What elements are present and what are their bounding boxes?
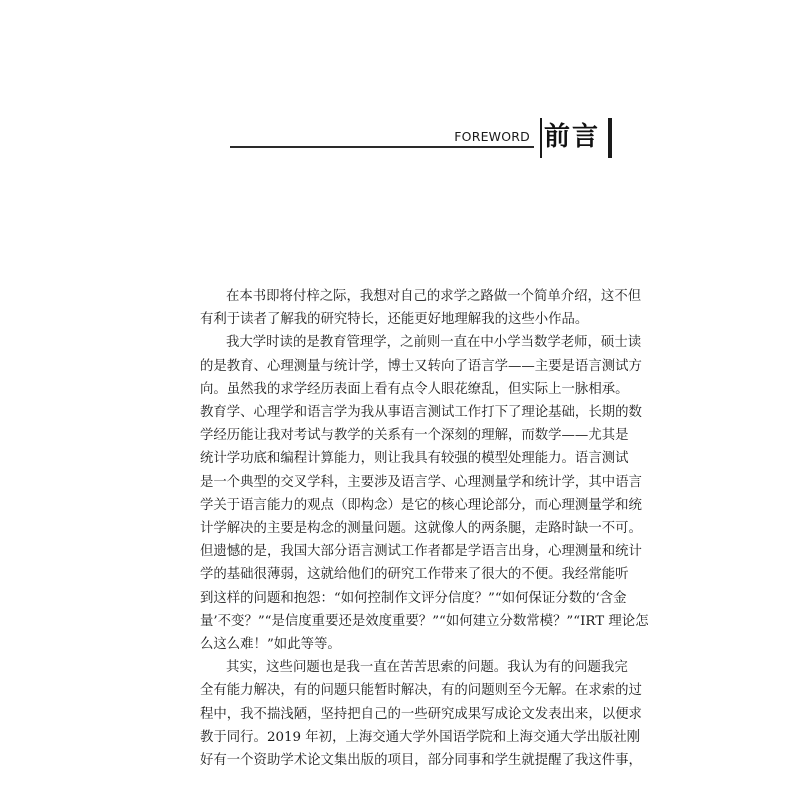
preface-body bbox=[200, 285, 649, 772]
text-line: 计学解决的主要是构念的测量问题。这就像人的两条腿，走路时缺一不可。 bbox=[200, 521, 642, 537]
text-line: 统计学功底和编程计算能力，则让我具有较强的模型处理能力。语言测试 bbox=[200, 451, 629, 467]
text-line: 其实，这些问题也是我一直在苦苦思索的问题。我认为有的问题我完 bbox=[226, 660, 628, 676]
text-line: 学关于语言能力的观点（即构念）是它的核心理论部分，而心理测量学和统 bbox=[200, 497, 642, 513]
text-line: 但遗憾的是，我国大部分语言测试工作者都是学语言出身，心理测量和统计 bbox=[200, 544, 642, 560]
text-line: 学经历能让我对考试与教学的关系有一个深刻的理解，而数学——尤其是 bbox=[200, 428, 629, 444]
text-line: 么这么难！”如此等等。 bbox=[200, 637, 341, 653]
header-separator bbox=[540, 118, 542, 158]
chapter-header bbox=[230, 116, 612, 160]
paragraph bbox=[200, 331, 649, 656]
text-line: 向。虽然我的求学经历表面上看有点令人眼花缭乱，但实际上一脉相承。 bbox=[200, 381, 629, 397]
text-line: 到这样的问题和抱怨：“如何控制作文评分信度？”“如何保证分数的‘含金 bbox=[200, 590, 627, 606]
text-line: 教于同行。2019 年初，上海交通大学外国语学院和上海交通大学出版社刚 bbox=[200, 729, 641, 745]
text-line: 是一个典型的交叉学科，主要涉及语言学、心理测量学和统计学，其中语言 bbox=[200, 474, 642, 490]
text-line: 全有能力解决，有的问题只能暂时解决，有的问题则至今无解。在求索的过 bbox=[200, 683, 642, 699]
text-line: 学的基础很薄弱，这就给他们的研究工作带来了很大的不便。我经常能听 bbox=[200, 567, 629, 583]
text-line: 有利于读者了解我的研究特长，还能更好地理解我的这些小作品。 bbox=[200, 312, 589, 328]
header-right-bar bbox=[608, 118, 612, 158]
text-line: 教育学、心理学和语言学为我从事语言测试工作打下了理论基础，长期的数 bbox=[200, 405, 642, 421]
text-line: 我大学时读的是教育管理学，之前则一直在中小学当数学老师，硕士读 bbox=[226, 335, 642, 351]
text-line: 的是教育、心理测量与统计学，博士又转向了语言学——主要是语言测试方 bbox=[200, 358, 642, 374]
text-line: 量’不变？”“是信度重要还是效度重要？”“如何建立分数常模？”“IRT 理论怎 bbox=[200, 613, 649, 629]
paragraph bbox=[200, 656, 642, 772]
header-chinese-title: 前言 bbox=[543, 122, 600, 152]
paragraph bbox=[200, 285, 642, 331]
text-line: 好有一个资助学术论文集出版的项目，部分同事和学生就提醒了我这件事， bbox=[200, 753, 642, 769]
header-rule bbox=[230, 146, 534, 148]
text-line: 在本书即将付梓之际，我想对自己的求学之路做一个简单介绍，这不但 bbox=[226, 289, 642, 304]
header-english-title: FOREWORD bbox=[448, 129, 530, 144]
text-line: 程中，我不揣浅陋，坚持把自己的一些研究成果写成论文发表出来，以便求 bbox=[200, 706, 642, 722]
